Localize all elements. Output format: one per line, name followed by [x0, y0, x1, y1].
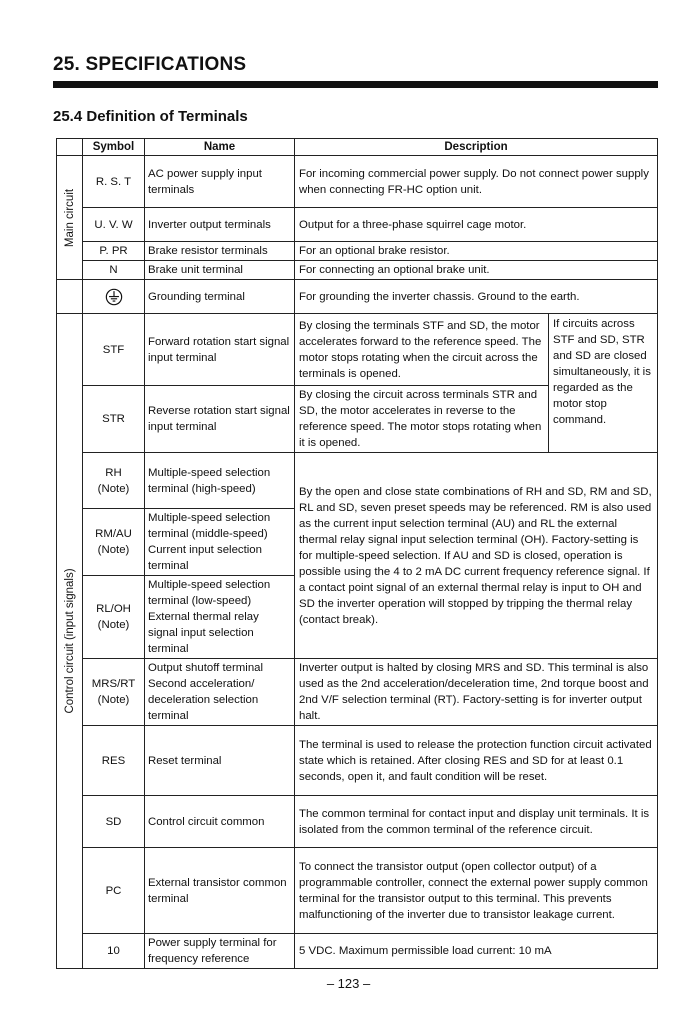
name-cell: Inverter output terminals [145, 208, 295, 242]
ground-icon [105, 288, 123, 306]
description-cell: By closing the terminals STF and SD, the motor accelerates forward to the reference speed. The motor stops rotating when the circuit across the terminals is opened. [295, 314, 549, 386]
symbol-cell [83, 453, 145, 509]
name-cell: Multiple-speed selection terminal (high-speed) [145, 453, 295, 509]
description-cell: The common terminal for contact input and display unit terminals. It is isolated from the common terminal of the reference circuit. [295, 796, 658, 848]
table-row [57, 208, 658, 242]
table-row [57, 261, 658, 280]
symbol-cell: P. PR [83, 242, 145, 261]
symbol-cell: R. S. T [83, 156, 145, 208]
terminals-table [56, 138, 658, 969]
name-cell: Brake resistor terminals [145, 242, 295, 261]
name-cell: Output shutoff terminal Second acceleration/ deceleration selection terminal [145, 659, 295, 726]
header-symbol: Symbol [83, 139, 145, 156]
name-cell: AC power supply input terminals [145, 156, 295, 208]
group-main-spacer [57, 280, 83, 314]
symbol-note: (Note) [97, 482, 130, 495]
description-cell: Inverter output is halted by closing MRS and SD. This terminal is also used as the 2nd acceleration/deceleration time, 2nd torque boost and 2nd V/F selection terminal (RT). Factory-setting is for inverter output halt. [295, 659, 658, 726]
table-header-row [57, 139, 658, 156]
description-cell: For connecting an optional brake unit. [295, 261, 658, 280]
symbol-label: MRS/RT [91, 678, 136, 690]
table-row [57, 242, 658, 261]
description-cell: To connect the transistor output (open collector output) of a programmable controller, connect the external power supply common terminal for the transistor output to this terminal. This prevents malfunctioning of the inverter due to transistor leakage current. [295, 848, 658, 934]
symbol-cell: STR [83, 386, 145, 453]
table-row [57, 726, 658, 796]
header-blank [57, 139, 83, 156]
table-row [57, 848, 658, 934]
description-cell: 5 VDC. Maximum permissible load current: 10 mA [295, 934, 658, 969]
table-row [57, 659, 658, 726]
description-cell: For incoming commercial power supply. Do not connect power supply when connecting FR-HC option unit. [295, 156, 658, 208]
header-name: Name [145, 139, 295, 156]
symbol-note: (Note) [97, 544, 130, 556]
name-cell: Power supply terminal for frequency reference [145, 934, 295, 969]
description-cell: The terminal is used to release the protection function circuit activated state which is retained. After closing RES and SD for at least 0.1 seconds, open it, and fault condition will be reset. [295, 726, 658, 796]
description-cell: For an optional brake resistor. [295, 242, 658, 261]
name-cell: Multiple-speed selection terminal (middle-speed) Current input selection terminal [145, 509, 295, 576]
symbol-label: RM/AU [95, 528, 132, 540]
description-cell: For grounding the inverter chassis. Ground to the earth. [295, 280, 658, 314]
symbol-label: RL/OH [96, 603, 131, 615]
name-cell: Multiple-speed selection terminal (low-speed) External thermal relay signal input selection terminal [145, 576, 295, 659]
title-rule [53, 81, 658, 88]
symbol-cell: U. V. W [83, 208, 145, 242]
symbol-cell: STF [83, 314, 145, 386]
name-cell: Grounding terminal [145, 280, 295, 314]
page-number: – 123 – [326, 976, 371, 991]
symbol-cell [83, 576, 145, 659]
symbol-cell [83, 659, 145, 726]
table-row [57, 156, 658, 208]
table-row [57, 934, 658, 969]
group-control-circuit: Control circuit (input signals) [57, 314, 83, 969]
symbol-label: RH [105, 466, 122, 479]
header-description: Description [295, 139, 658, 156]
name-cell: Reverse rotation start signal input terminal [145, 386, 295, 453]
symbol-cell [83, 280, 145, 314]
name-cell: Reset terminal [145, 726, 295, 796]
multi-speed-description-cell: By the open and close state combinations of RH and SD, RM and SD, RL and SD, seven preset speeds may be referenced. RM is also used as the current input selection terminal (AU) and RL the external thermal relay signal input selection terminal (OH). Factory-setting is for multiple-speed selection. If AU and SD is closed, operation is possible using the 4 to 2 mA DC current frequency reference signal. If a contact point signal of an external thermal relay is input to OH and SD the inverter operation will stopped by tripping the thermal relay (contact break). [295, 453, 658, 659]
name-cell: External transistor common terminal [145, 848, 295, 934]
subsection-title: 25.4 Definition of Terminals [53, 108, 248, 125]
name-cell: Brake unit terminal [145, 261, 295, 280]
symbol-note: (Note) [97, 694, 130, 706]
description-cell: By closing the circuit across terminals STR and SD, the motor accelerates in reverse to the reference speed. The motor stops rotating when it is opened. [295, 386, 549, 453]
table-row [57, 280, 658, 314]
symbol-cell: RES [83, 726, 145, 796]
symbol-cell: SD [83, 796, 145, 848]
table-row [57, 453, 658, 509]
symbol-cell: N [83, 261, 145, 280]
symbol-note: (Note) [97, 619, 130, 631]
table-row [57, 314, 658, 386]
stf-str-note-cell: If circuits across STF and SD, STR and SD are closed simultaneously, it is regarded as the motor stop command. [549, 314, 658, 453]
symbol-cell: 10 [83, 934, 145, 969]
symbol-cell [83, 509, 145, 576]
name-cell: Control circuit common [145, 796, 295, 848]
name-cell: Forward rotation start signal input terminal [145, 314, 295, 386]
symbol-cell: PC [83, 848, 145, 934]
section-title: 25. SPECIFICATIONS [53, 54, 247, 75]
description-cell: Output for a three-phase squirrel cage motor. [295, 208, 658, 242]
group-main-circuit: Main circuit [57, 156, 83, 280]
table-row [57, 796, 658, 848]
